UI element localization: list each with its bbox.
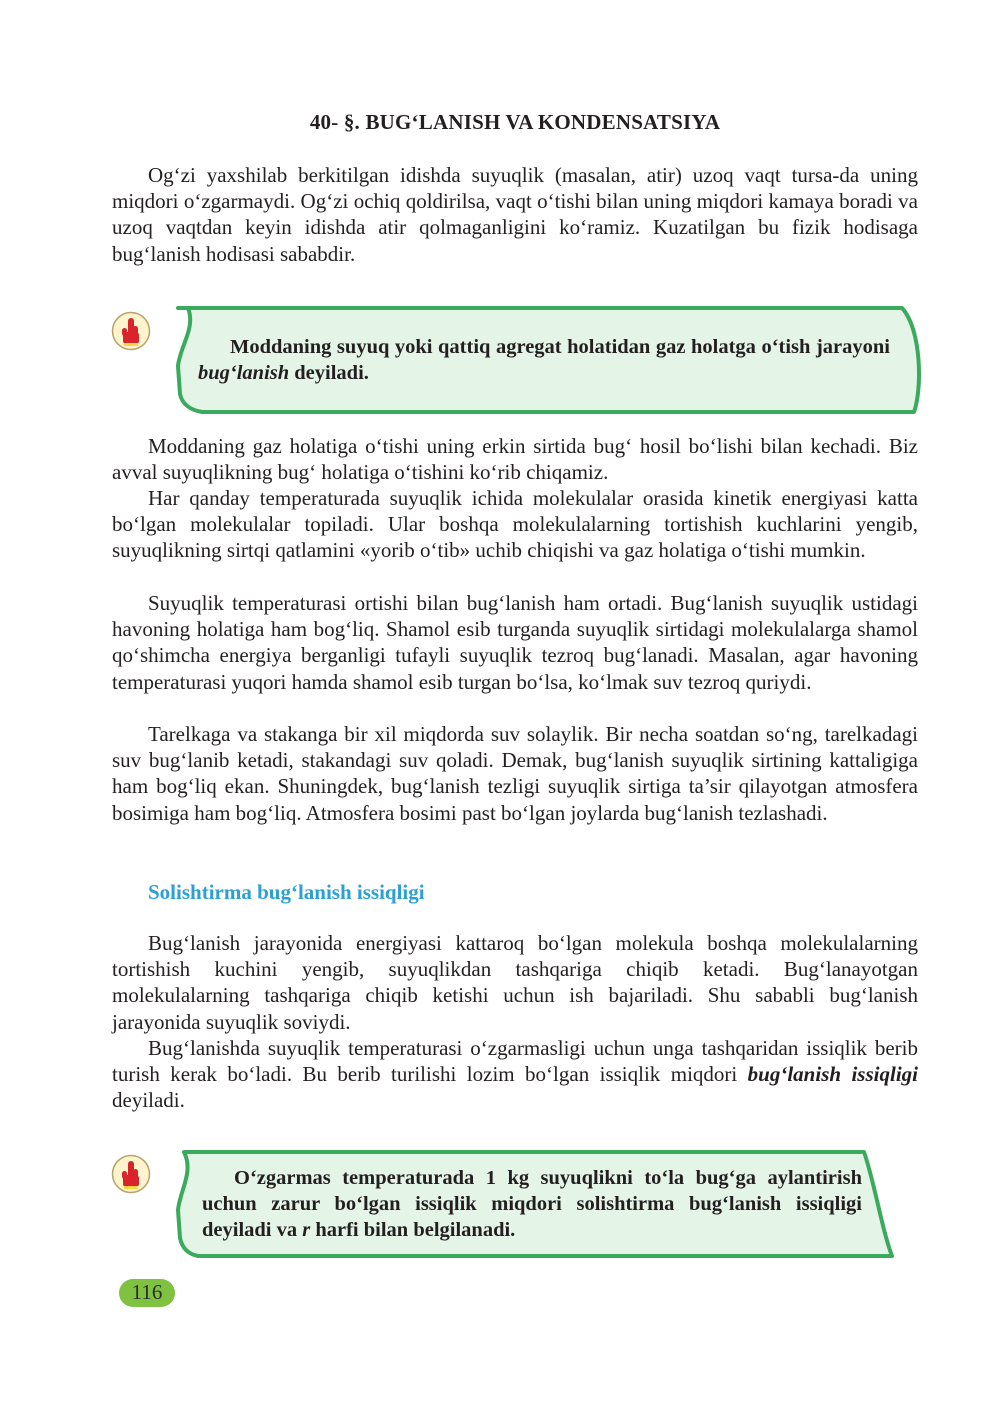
pointing-hand-icon	[111, 311, 151, 351]
definition-2-text: O‘zgarmas temperaturada 1 kg suyuqlikni to‘la bug‘ga aylantirish uchun zarur bo‘lgan issiqlik miqdori solishtirma bug‘lanish issiqligi deyiladi va r harfi bilan belgilanadi.	[202, 1167, 862, 1241]
intro-text: Og‘zi yaxshilab berkitilgan idishda suyuqlik (masalan, atir) uzoq vaqt tursa-da uning miqdori o‘zgarmaydi. Og‘zi ochiq qoldirilsa, vaqt o‘tishi bilan uning miqdori kamaya boradi va uzoq vaqtdan keyin idishda atir qolmaganligini ko‘ramiz. Kuzatilgan bu fizik hodisaga bug‘lanish hodisasi sababdir.	[112, 163, 918, 266]
intro-paragraph	[112, 162, 918, 267]
definition-1-text: Moddaning suyuq yoki qattiq agregat holatidan gaz holatga o‘tish jarayoni bug‘lanish deyiladi.	[198, 336, 890, 384]
definition-2-symbol: r	[302, 1219, 311, 1241]
subheading: Solishtirma bug‘lanish issiqligi	[148, 880, 425, 904]
body-paragraph-2: Har qanday temperaturada suyuqlik ichida molekulalar orasida kinetik energiyasi katta bo‘lgan molekulalar topiladi. Ular boshqa molekulalarning tortishish kuchlarini yengib, suyuqlikning sirtqi qatlamini «yorib o‘tib» uchib chiqishi va gaz holatiga o‘tishi mumkin.	[112, 486, 918, 563]
page-number: 116	[131, 1280, 163, 1304]
body-paragraph-3: Suyuqlik temperaturasi ortishi bilan bug‘lanish ham ortadi. Bug‘lanish suyuqlik ustidagi havoning holatiga ham bog‘liq. Shamol esib turganda suyuqlik sirtidagi molekulalarga shamol qo‘shimcha energiya berganligi tufayli suyuqlik tezroq bug‘lanadi. Masalan, agar havoning temperaturasi yuqori hamda shamol esib turgan bo‘lsa, ko‘lmak suv tezroq quriydi.	[112, 591, 918, 694]
section-title: 40- §. BUG‘LANISH VA KONDENSATSIYA	[309, 110, 721, 134]
body-paragraph-4: Tarelkaga va stakanga bir xil miqdorda suv solaylik. Bir necha soatdan so‘ng, tarelkadagi suv bug‘lanib ketadi, stakandagi suv qoladi. Demak, bug‘lanish suyuqlik sirtining kattaligiga ham bog‘liq ekan. Shuningdek, bug‘lanish tezligi suyuqlik sirtiga ta’sir qilayotgan atmosfera bosimiga ham bog‘liq. Atmosfera bosimi past bo‘lgan joylarda bug‘lanish tezlashadi.	[112, 722, 918, 825]
pointing-hand-icon	[111, 1154, 151, 1194]
body-paragraph-1: Moddaning gaz holatiga o‘tishi uning erkin sirtida bug‘ hosil bo‘lishi bilan kechadi. Biz avval suyuqlikning bug‘ holatiga o‘tishini ko‘rib chiqamiz.	[112, 434, 918, 485]
body3-paragraph: Bug‘lanishda suyuqlik temperaturasi o‘zgarmasligi uchun unga tashqaridan issiqlik berib turish kerak bo‘ladi. Bu berib turilishi lozim bo‘lgan issiqlik miqdori bug‘lanish issiqligi deyiladi.	[112, 1036, 918, 1113]
body3-term: bug‘lanish issiqligi	[747, 1062, 918, 1087]
body2-paragraph-1: Bug‘lanish jarayonida energiyasi kattaroq bo‘lgan molekula boshqa molekulalarning tortishish kuchini yengib, suyuqlikdan tashqariga chiqib ketadi. Bug‘lanayotgan molekulalarning tashqariga chiqib ketishi uchun ish bajariladi. Shu sababli bug‘lanish jarayonida suyuqlik soviydi.	[112, 931, 918, 1034]
page-number-badge	[118, 1278, 176, 1308]
definition-box-2	[170, 1150, 898, 1258]
definition-1-term: bug‘lanish	[198, 362, 290, 384]
definition-box-1	[170, 306, 930, 414]
